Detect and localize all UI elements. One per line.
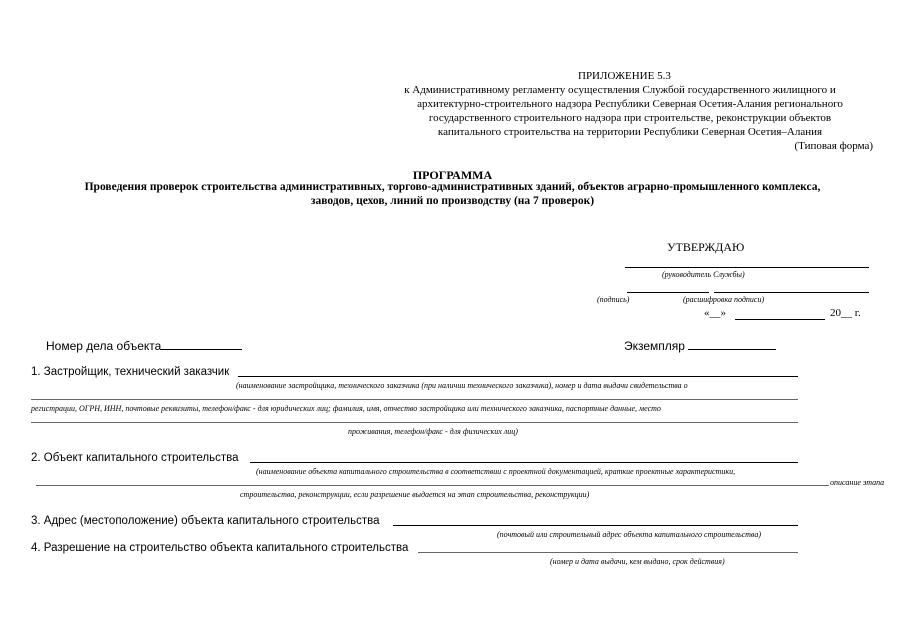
signature-decoding-hint: (расшифровка подписи)	[683, 295, 765, 304]
program-subtitle-line-1: Проведения проверок строительства административных, торгово-административных зданий, объектов аграрно-промышленного комплекса,	[84, 181, 821, 193]
developer-hint-2: регистрации, ОГРН, ИНН, почтовые реквизиты, телефон/факс - для юридических лиц; фамилия, имя, отчество застройщика или технического заказчика, паспортные данные, место	[31, 404, 661, 413]
permit-label: 4. Разрешение на строительство объекта капитального строительства	[31, 542, 409, 554]
head-of-service-line[interactable]	[625, 267, 869, 268]
header-line-4: капитального строительства на территории Республики Северная Осетия–Алания	[437, 126, 823, 138]
object-field-line-2[interactable]	[36, 485, 829, 486]
address-label: 3. Адрес (местоположение) объекта капитального строительства	[31, 515, 380, 527]
signature-decoding-line[interactable]	[714, 292, 869, 293]
header-line-2: архитектурно-строительного надзора Республики Северная Осетия-Алания регионального	[417, 98, 843, 110]
object-hint-2: строительства, реконструкции, если разрешение выдается на этап строительства, реконструкции)	[240, 490, 590, 499]
object-field[interactable]	[250, 462, 798, 463]
developer-hint-1: (наименование застройщика, технического заказчика (при наличии технического заказчика), номер и дата выдачи свидетельства о	[236, 381, 688, 390]
approval-date-month-line[interactable]	[735, 319, 825, 320]
head-of-service-hint: (руководитель Службы)	[662, 270, 745, 279]
object-hint-1: (наименование объекта капитального строительства в соответствии с проектной документацией, краткие проектные характеристики,	[256, 467, 736, 476]
header-line-1: к Административному регламенту осуществления Службой государственного жилищного и	[404, 84, 836, 96]
signature-hint: (подпись)	[597, 295, 630, 304]
case-number-field[interactable]	[160, 349, 242, 350]
object-label: 2. Объект капитального строительства	[31, 452, 239, 464]
header-line-3: государственного строительного надзора при строительстве, реконструкции объектов	[428, 112, 832, 124]
case-number-label: Номер дела объекта	[46, 339, 162, 353]
developer-field[interactable]	[238, 376, 798, 377]
developer-field-line-2[interactable]	[31, 399, 798, 400]
approval-date-year: 20__ г.	[830, 307, 861, 319]
program-title: ПРОГРАММА	[412, 168, 493, 182]
approval-heading: УТВЕРЖДАЮ	[667, 240, 745, 254]
copy-number-field[interactable]	[688, 349, 776, 350]
signature-line[interactable]	[627, 292, 709, 293]
permit-hint: (номер и дата выдачи, кем выдано, срок действия)	[550, 557, 725, 566]
program-subtitle-line-2: заводов, цехов, линий по производству (на 7 проверок)	[310, 195, 595, 207]
address-hint: (почтовый или строительный адрес объекта капитального строительства)	[497, 530, 762, 539]
developer-hint-3: проживания, телефон/факс - для физических лиц)	[348, 427, 518, 436]
developer-field-line-3[interactable]	[31, 422, 798, 423]
permit-field[interactable]	[418, 552, 798, 553]
object-hint-stage: описание этапа	[830, 478, 885, 487]
developer-label: 1. Застройщик, технический заказчик	[31, 366, 230, 378]
form-type-label: (Типовая форма)	[794, 140, 873, 152]
appendix-number: ПРИЛОЖЕНИЕ 5.3	[578, 70, 671, 82]
copy-label: Экземпляр	[624, 339, 685, 353]
address-field[interactable]	[393, 525, 798, 526]
approval-date-day: «__»	[704, 307, 726, 319]
